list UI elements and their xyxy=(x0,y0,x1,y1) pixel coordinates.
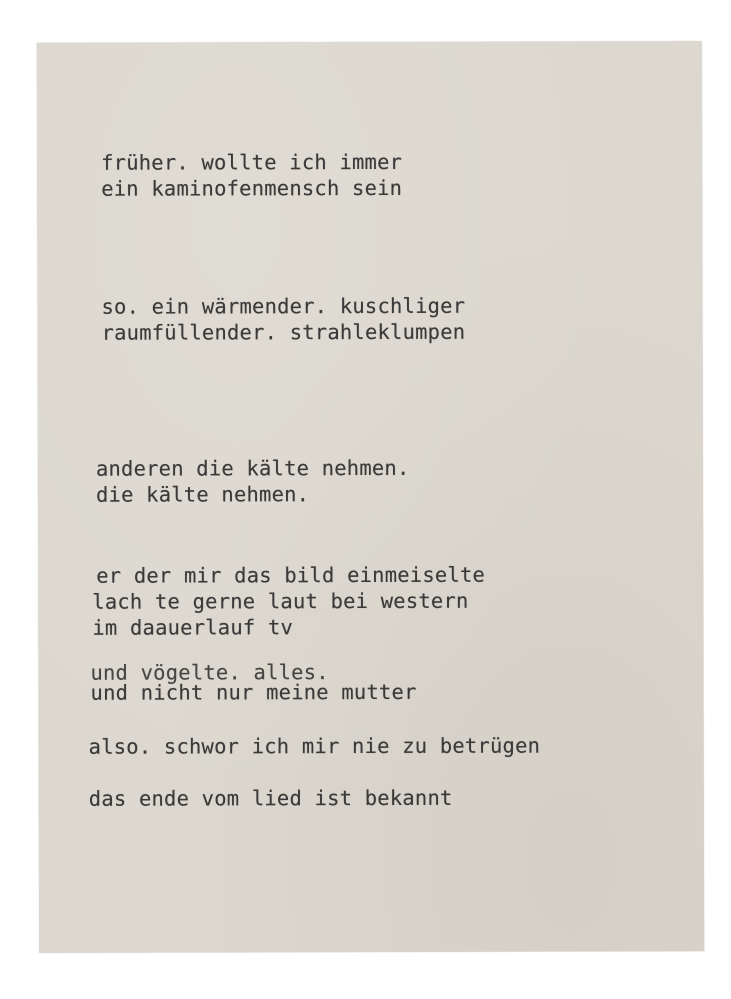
poem-line: früher. wollte ich immer xyxy=(101,149,403,175)
poem-line: anderen die kälte nehmen. xyxy=(95,455,410,481)
poem-line: ein kaminofenmensch sein xyxy=(101,175,403,201)
poem-line: das ende vom lied ist bekannt xyxy=(88,785,453,811)
poem-line-overstruck: und vögelte. alles. xyxy=(90,660,329,685)
poem-line: und nicht nur meine mutter xyxy=(90,679,417,705)
poem-line: raumfüllender. strahleklumpen xyxy=(101,319,466,345)
poem-line: er der mir das bild einmeiselte xyxy=(96,562,486,588)
typewritten-page xyxy=(37,41,704,953)
poem-line: im daauerlauf tv xyxy=(92,615,294,640)
poem-line: also. schwor ich mir nie zu betrügen xyxy=(88,733,541,759)
poem-line: lach te gerne laut bei western xyxy=(92,588,469,614)
poem-line: die kälte nehmen. xyxy=(95,482,310,507)
poem-line: so. ein wärmender. kuschliger xyxy=(101,293,466,319)
